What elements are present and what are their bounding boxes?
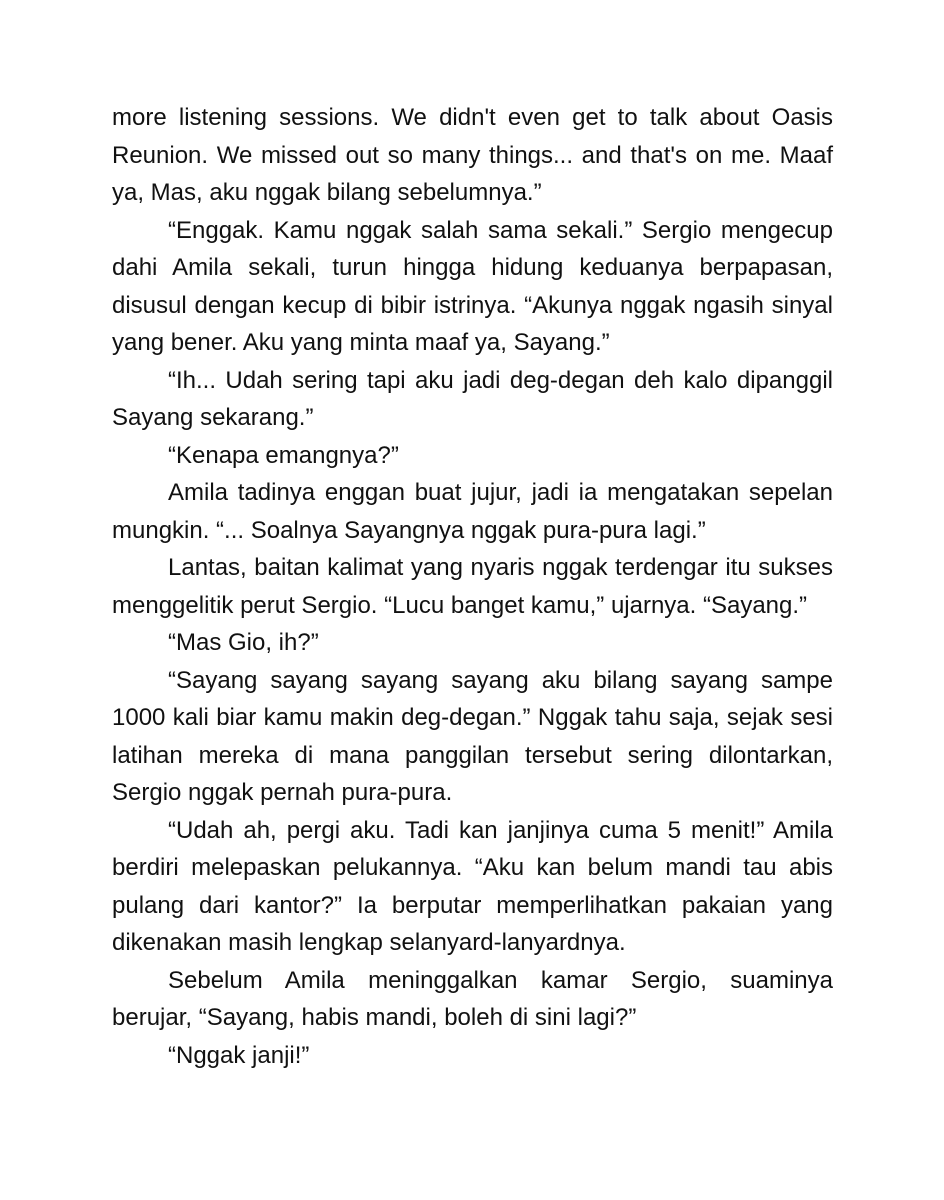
paragraph: “Mas Gio, ih?” [168,629,319,656]
paragraph: “Kenapa emangnya?” [168,441,399,469]
document-page [112,99,833,1074]
paragraph: Sebelum Amila meninggalkan kamar Sergio, suaminya berujar, “Sayang, habis mandi, boleh di sini lagi?” [112,966,833,1031]
paragraph: “Enggak. Kamu nggak salah sama sekali.” Sergio mengecup dahi Amila sekali, turun hingga hidung keduanya berpapasan, disusul dengan kecup di bibir istrinya. “Akunya nggak ngasih sinyal yang bener. Aku yang minta maaf ya, Sayang.” [112,216,833,356]
paragraph: “Udah ah, pergi aku. Tadi kan janjinya cuma 5 menit!” Amila berdiri melepaskan pelukannya. “Aku kan belum mandi tau abis pulang dari kantor?” Ia berputar memperlihatkan pakaian yang dikenakan masih lengkap selanyard-lanyardnya. [112,816,833,956]
paragraph: Amila tadinya enggan buat jujur, jadi ia mengatakan sepelan mungkin. “... Soalnya Sayangnya nggak pura-pura lagi.” [112,479,833,544]
paragraph: “Ih... Udah sering tapi aku jadi deg-degan deh kalo dipanggil Sayang sekarang.” [112,366,833,431]
paragraph: “Sayang sayang sayang sayang aku bilang sayang sampe 1000 kali biar kamu makin deg-degan.” Nggak tahu saja, sejak sesi latihan mereka di mana panggilan tersebut sering dilontarkan, Sergio nggak pernah pura-pura. [112,666,833,806]
paragraph: “Nggak janji!” [168,1041,310,1069]
paragraph: Lantas, baitan kalimat yang nyaris nggak terdengar itu sukses menggelitik perut Sergio. “Lucu banget kamu,” ujarnya. “Sayang.” [112,554,833,619]
paragraph: more listening sessions. We didn't even get to talk about Oasis Reunion. We missed out so many things... and that's on me. Maaf ya, Mas, aku nggak bilang sebelumnya.” [112,104,833,206]
